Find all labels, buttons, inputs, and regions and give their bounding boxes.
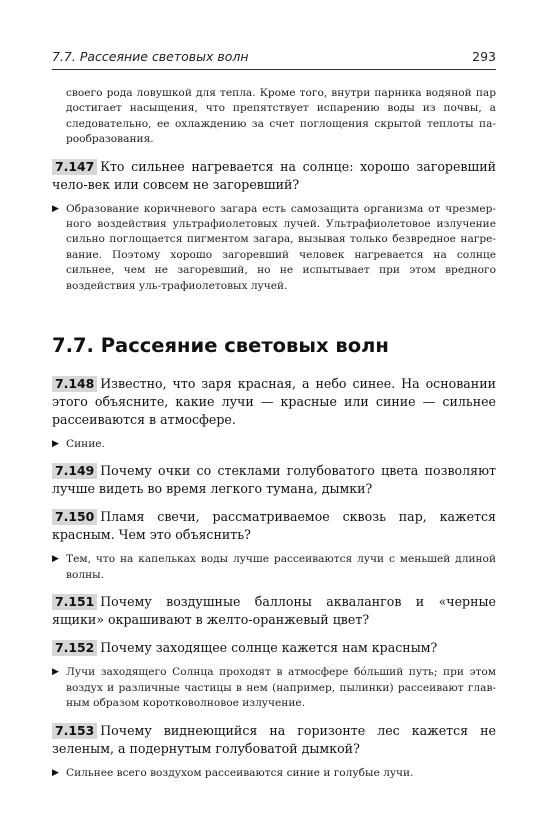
- problem-number-badge: 7.150: [52, 509, 97, 525]
- answer-7-147: [52, 202, 496, 294]
- problem-question: Почему воздушные баллоны аквалангов и «черные ящики» окрашивают в желто-оранжевый цвет?: [52, 594, 496, 628]
- answer-7-153: [52, 766, 496, 781]
- intro-line: своего рода ловушкой для тепла. Кроме того, внутри парника водяной: [66, 87, 472, 99]
- answer-7-148: [52, 437, 496, 452]
- problem-7-150: [52, 508, 496, 544]
- problem-question: Почему заходящее солнце кажется нам красным?: [100, 640, 438, 656]
- problem-question: Почему очки со стеклами голубоватого цвета позволяют лучше видеть во время легкого тумана, дымки?: [52, 463, 496, 497]
- running-header: [52, 47, 496, 70]
- intro-paragraph: [52, 86, 496, 148]
- problem-number-badge: 7.152: [52, 640, 97, 656]
- problem-7-147: [52, 158, 496, 194]
- answer-text: Лучи заходящего Солнца проходят в атмосфере бо́льший путь; при этом воздух и различные частицы в нем (например, пылинки) рассеивают глав-ным образом коротковолновое излучение.: [66, 666, 496, 710]
- answer-text: Тем, что на капельках воды лучше рассеиваются лучи с меньшей длиной волны.: [66, 553, 496, 581]
- black-right-triangle-icon: ▶: [52, 203, 59, 214]
- problem-7-149: [52, 462, 496, 498]
- problem-number-badge: 7.151: [52, 594, 97, 610]
- problem-number-badge: 7.147: [52, 159, 97, 175]
- running-section-title: 7.7. Рассеяние световых волн: [52, 49, 249, 64]
- section-heading: 7.7. Рассеяние световых волн: [52, 334, 389, 358]
- answer-7-152: [52, 665, 496, 711]
- problem-question: Кто сильнее нагревается на солнце: хорошо загоревший чело-век или совсем не загоревший?: [52, 158, 496, 192]
- page-number: 293: [472, 49, 496, 64]
- answer-text: Сильнее всего воздухом рассеиваются синие и голубые лучи.: [66, 766, 414, 779]
- problem-7-148: [52, 375, 496, 429]
- black-right-triangle-icon: ▶: [52, 767, 59, 778]
- intro-line: рообразования.: [66, 133, 154, 146]
- intro-line: пар достигает насыщения, что препятствует испарению воды из почвы,: [66, 87, 496, 115]
- black-right-triangle-icon: ▶: [52, 554, 59, 565]
- black-right-triangle-icon: ▶: [52, 667, 59, 678]
- answer-text: Синие.: [66, 438, 105, 451]
- answer-7-150: [52, 552, 496, 583]
- problem-7-153: [52, 722, 496, 758]
- problem-question: Известно, что заря красная, а небо синее. На основании этого объясните, какие лучи — красные или синие — сильнее рассеиваются в атмосфере.: [52, 376, 496, 428]
- problem-number-badge: 7.148: [52, 376, 97, 392]
- problem-number-badge: 7.149: [52, 463, 97, 479]
- problem-number-badge: 7.153: [52, 723, 97, 739]
- intro-line: а следовательно, ее охлаждению за счет поглощения скрытой теплоты па-: [66, 102, 496, 130]
- problem-question: Почему виднеющийся на горизонте лес кажется не зеленым, а подернутым голубоватой дымкой?: [52, 722, 496, 756]
- page-content: [52, 86, 496, 781]
- black-right-triangle-icon: ▶: [52, 439, 59, 450]
- problem-7-151: [52, 593, 496, 629]
- problem-7-152: [52, 639, 496, 657]
- answer-text: Образование коричневого загара есть самозащита организма от чрезмер-ного воздействия ультрафиолетовых лучей. Ультрафиолетовое излучение сильно поглощается пигментом загара, вызывая только безвредное нагре-вание. Поэтому хорошо загоревший человек нагревается на солнце сильнее, чем не загоревший, но не испытывает при этом вредного воздействия уль-трафиолетовых лучей.: [66, 202, 496, 292]
- problem-question: Пламя свечи, рассматриваемое сквозь пар, кажется красным. Чем это объяснить?: [52, 509, 496, 543]
